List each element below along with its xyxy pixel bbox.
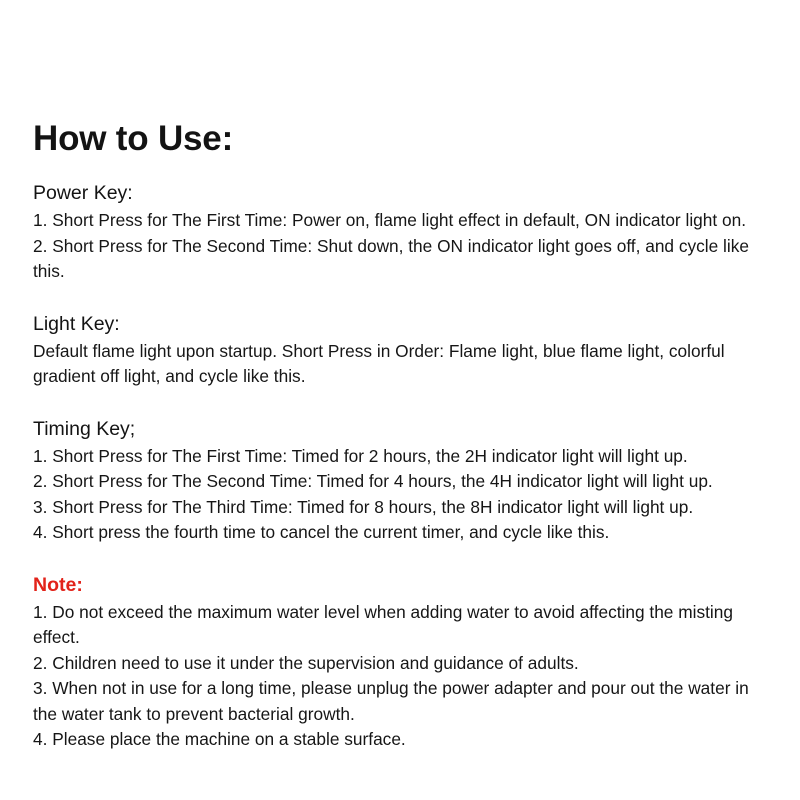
page-title: How to Use: xyxy=(33,119,234,158)
note-line-3: 3. When not in use for a long time, please unplug the power adapter and pour out the water in the water tank to prevent bacterial growth. xyxy=(33,678,749,724)
timing-key-line-4: 4. Short press the fourth time to cancel the current timer, and cycle like this. xyxy=(33,522,610,542)
power-key-line-2: 2. Short Press for The Second Time: Shut down, the ON indicator light goes off, and cycle like this. xyxy=(33,235,749,281)
light-key-line-1: Default flame light upon startup. Short Press in Order: Flame light, blue flame light, colorful gradient off light, and cycle like this. xyxy=(33,340,725,386)
timing-key-line-2: 2. Short Press for The Second Time: Timed for 4 hours, the 4H indicator light will light up. xyxy=(33,471,713,491)
power-key-line-1: 1. Short Press for The First Time: Power on, flame light effect in default, ON indicator light on. xyxy=(33,210,747,230)
timing-key-line-1: 1. Short Press for The First Time: Timed for 2 hours, the 2H indicator light will light up. xyxy=(33,445,688,466)
section-heading-light-key: Light Key: xyxy=(33,312,120,335)
section-heading-power-key: Power Key: xyxy=(33,182,133,204)
note-line-1: 1. Do not exceed the maximum water level when adding water to avoid affecting the misting effect. xyxy=(33,601,733,647)
section-timing-key xyxy=(33,416,772,546)
section-power-key xyxy=(33,180,772,285)
note-line-4: 4. Please place the machine on a stable surface. xyxy=(33,729,406,749)
section-heading-note: Note: xyxy=(33,573,83,596)
section-note xyxy=(33,572,772,753)
section-light-key xyxy=(33,311,772,390)
note-line-2: 2. Children need to use it under the supervision and guidance of adults. xyxy=(33,652,579,673)
timing-key-line-3: 3. Short Press for The Third Time: Timed for 8 hours, the 8H indicator light will light up. xyxy=(33,496,694,517)
section-heading-timing-key: Timing Key; xyxy=(33,417,136,440)
